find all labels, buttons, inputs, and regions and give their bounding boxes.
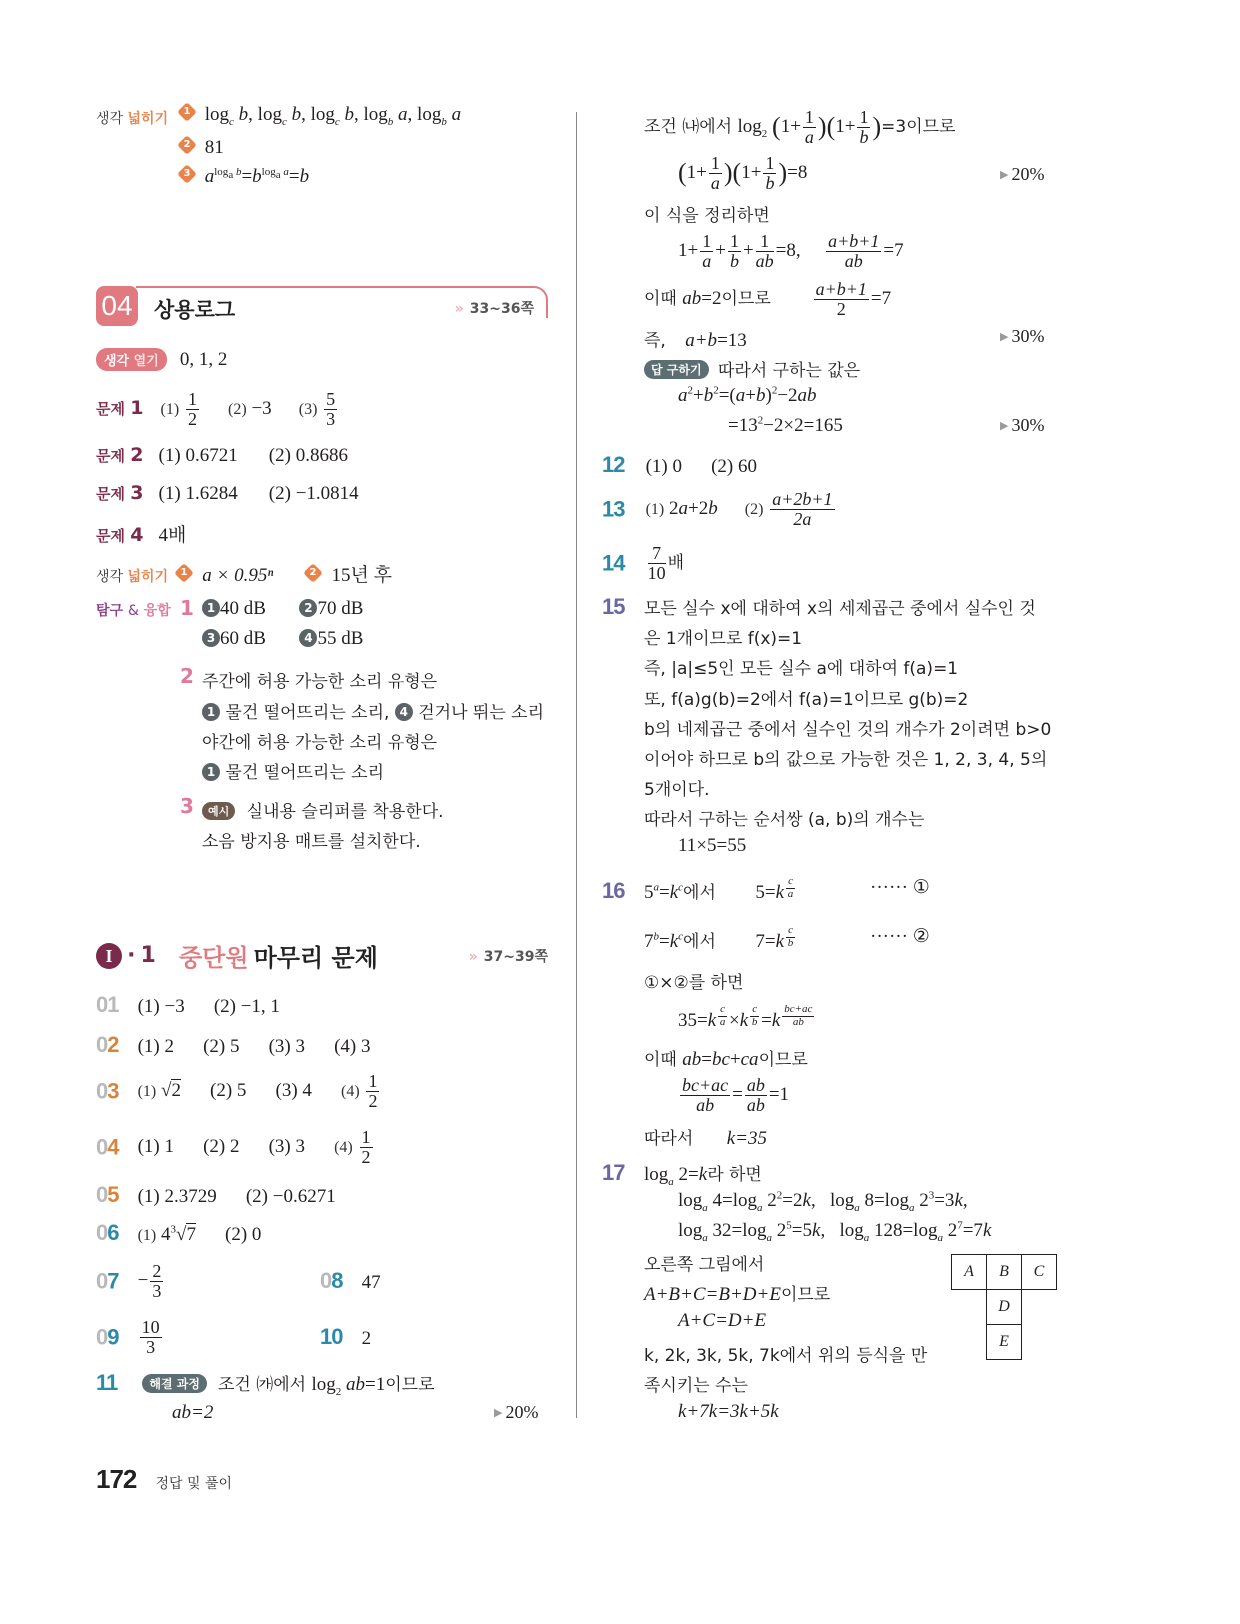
- think-expand-item-2: 2 81: [176, 137, 224, 159]
- explore-q2-line2: 1 물건 떨어뜨리는 소리, 4 걷거나 뛰는 소리: [202, 698, 544, 723]
- q15-line9: 11×5=55: [678, 835, 747, 856]
- roman-badge: I: [96, 943, 122, 969]
- number-1-icon: 1: [202, 763, 220, 781]
- explore-q3-line2: 소음 방지용 매트를 설치한다.: [202, 832, 421, 852]
- column-divider: [576, 112, 577, 1418]
- score-30pct-1: ▶ 30%: [1000, 326, 1044, 347]
- answer-04: 04 (1) 1 (2) 2 (3) 3 (4) $\frac{1}{2}$: [96, 1127, 371, 1167]
- answer-10: 10 2: [320, 1324, 372, 1349]
- problem-4: 문제 4 4배: [96, 524, 187, 546]
- problem-3: 문제 3 (1) 1.6284 (2) −1.0814: [96, 482, 359, 504]
- explore-q2-line4: 1 물건 떨어뜨리는 소리: [202, 758, 384, 783]
- answer-14: 14 $\frac{7}{10}$ 배: [602, 543, 685, 583]
- q16-eq2: $7^b=k^c$에서 7=k $^{\frac{c}{b}}$: [644, 924, 794, 952]
- q17-line6: A+C=D+E: [678, 1310, 767, 1331]
- problem-2: 문제 2 (1) 0.6721 (2) 0.8686: [96, 444, 348, 466]
- page-range: » 33~36쪽: [454, 301, 534, 317]
- review-header: I · 1 중단원 마무리 문제 » 37~39쪽: [96, 938, 548, 978]
- q11-cont-line3: 이 식을 정리하면: [644, 206, 770, 226]
- answer-08: 08 47: [320, 1268, 381, 1293]
- explore-q2-line3: 야간에 허용 가능한 소리 유형은: [202, 733, 438, 753]
- answer-09: 09 $\frac{10}{3}$: [96, 1317, 160, 1357]
- explore-q1-num: 1: [180, 596, 194, 620]
- answer-16-num: 16: [602, 878, 625, 903]
- q16-line6: $\frac{bc+ac}{ab}$ = $\frac{ab}{ab}$ =1: [682, 1075, 790, 1115]
- answer-11: 11 해결 과정 조건 ㈎에서 $\log_2 ab=1$이므로: [96, 1370, 435, 1398]
- number-1-icon: 1: [202, 599, 220, 617]
- explore-q3-line1: 예시 실내용 슬리퍼를 착용한다.: [202, 797, 444, 822]
- q11-cont-line2: (1+ $\frac{1}{a}$ )(1+ $\frac{1}{b}$ )=8: [678, 153, 808, 193]
- footer-title: 정답 및 풀이: [155, 1476, 233, 1492]
- think-expand-item-1: 1 $\log_c b$, $\log_c b$, $\log_c b$, $\log_b a$, $\log_b a$: [176, 104, 461, 126]
- number-1-icon: 1: [177, 102, 197, 122]
- q11-cont-line8: $a^2+b^2=(a+b)^2-2ab$: [678, 384, 817, 406]
- number-1-icon: 1: [174, 563, 194, 583]
- answer-11-line2: ab=2: [172, 1402, 214, 1423]
- answer-05: 05 (1) 2.3729 (2) −0.6271: [96, 1182, 336, 1207]
- number-3-icon: 3: [202, 629, 220, 647]
- q15-line6: 이어야 하므로 b의 값으로 가능한 것은 1, 2, 3, 4, 5의: [644, 750, 1048, 770]
- chevron-right-icon: »: [454, 301, 464, 317]
- page-footer: [96, 1464, 232, 1495]
- section-title: 상용로그: [154, 298, 236, 322]
- answer-03: 03 (1) √2 (2) 5 (3) 4 (4) $\frac{1}{2}$: [96, 1071, 378, 1111]
- q17-line1: $\log_a 2=k$라 하면: [644, 1164, 762, 1188]
- q16-line5: 이때 ab=bc+ca이므로: [644, 1049, 808, 1070]
- think-open-badge: 생각 열기: [96, 348, 167, 371]
- think-expand-label-top: 생각 넓히기: [96, 111, 169, 127]
- q17-line3: $\log_a 32=\log_a$ $2^5=5k$, $\log_a 128=\log_a$ $2^7=7k$: [678, 1219, 992, 1244]
- number-4-icon: 4: [395, 703, 413, 721]
- page-number: 172: [96, 1464, 137, 1494]
- number-2-icon: 2: [177, 135, 197, 155]
- number-4-icon: 4: [299, 629, 317, 647]
- q17-line5: A+B+C=B+D+E이므로: [644, 1284, 831, 1305]
- answer-13: 13 (1) 2a+2b (2) $\frac{a+2b+1}{2a}$: [602, 489, 833, 529]
- section-04-header: [96, 286, 548, 330]
- section-number-badge: 04: [96, 286, 138, 326]
- answer-02: 02 (1) 2 (2) 5 (3) 3 (4) 3: [96, 1032, 371, 1057]
- explore-label: 탐구 & 융합: [96, 603, 171, 619]
- q16-line7: 따라서 k=35: [644, 1128, 767, 1149]
- explore-q1-row1: 1 40 dB 2 70 dB: [202, 598, 363, 620]
- explore-q2-num: 2: [180, 664, 194, 688]
- chevron-right-icon: »: [468, 949, 478, 965]
- number-1-icon: 1: [202, 703, 220, 721]
- q15-line7: 5개이다.: [644, 780, 710, 800]
- explore-q1-row2: 3 60 dB 4 55 dB: [202, 628, 363, 650]
- answer-12: 12 (1) 0 (2) 60: [602, 452, 757, 477]
- answer-07: 07 − $\frac{2}{3}$: [96, 1261, 162, 1301]
- q11-cont-line4: 1+ $\frac{1}{a}$ + $\frac{1}{b}$ + $\frac{1}{ab}$ =8, $\frac{a+b+1}{ab}$ =7: [678, 231, 904, 271]
- score-20pct: ▶ 20%: [494, 1402, 538, 1423]
- q17-line7: k, 2k, 3k, 5k, 7k에서 위의 등식을 만: [644, 1346, 928, 1366]
- number-3-icon: 3: [177, 164, 197, 184]
- explore-q3-num: 3: [180, 794, 194, 818]
- score-30pct-2: ▶ 30%: [1000, 415, 1044, 436]
- answer-06: 06 (1) $4^3√7$ (2) 0: [96, 1220, 262, 1245]
- q15-line3: 즉, |a|≤5인 모든 실수 a에 대하여 f(a)=1: [644, 659, 959, 679]
- q16-eq1-tag: ······ ①: [870, 877, 930, 898]
- q15-line5: b의 네제곱근 중에서 실수인 것의 개수가 2이려면 b>0: [644, 720, 1052, 740]
- score-20pct-2: ▶ 20%: [1000, 164, 1044, 185]
- number-2-icon: 2: [299, 599, 317, 617]
- think-expand-04: 생각 넓히기 1 a × 0.95ⁿ 2 15년 후: [96, 565, 392, 586]
- q16-line4: 35=k $^{\frac{c}{a}}$ ×k $^{\frac{c}{b}}$ =k $^{\frac{bc+ac}{ab}}$: [678, 1003, 813, 1031]
- q16-eq2-tag: ······ ②: [870, 926, 930, 947]
- q17-line8: 족시키는 수는: [644, 1376, 748, 1396]
- q16-line3: ①×②를 하면: [644, 973, 744, 993]
- problem-1: 문제 1 (1) $\frac{1}{2}$ (2) −3 (3) $\frac{5}{3}$: [96, 389, 336, 429]
- q11-cont-line7: 답 구하기 따라서 구하는 값은: [644, 356, 860, 381]
- think-expand-item-3: 3 $a^{log_a b}=b^{log_a a}=b$: [176, 166, 309, 188]
- q17-line9: k+7k=3k+5k: [678, 1401, 779, 1422]
- q15-line8: 따라서 구하는 순서쌍 (a, b)의 개수는: [644, 810, 925, 830]
- q11-cont-line9: $=13^2-2\times 2=165$: [728, 414, 843, 436]
- example-badge: 예시: [202, 802, 235, 820]
- answer-01: 01 (1) −3 (2) −1, 1: [96, 992, 280, 1017]
- q11-cont-line1: 조건 ㈏에서 $\log_2 (1+$ $\frac{1}{a}$ )(1+ $\frac{1}{b}$ )=3이므로: [644, 107, 956, 147]
- q11-cont-line5: 이때 ab=2이므로 $\frac{a+b+1}{2}$ =7: [644, 279, 892, 319]
- abcde-grid-figure: A B C D E: [951, 1254, 1057, 1358]
- q15-line1: 모든 실수 x에 대하여 x의 세제곱근 중에서 실수인 것: [644, 599, 1036, 619]
- find-answer-badge: 답 구하기: [644, 360, 709, 379]
- q15-line2: 은 1개이므로 f(x)=1: [644, 629, 803, 649]
- q17-line2: $\log_a 4=\log_a$ $2^2=2k$, $\log_a 8=\log_a$ $2^3=3k$,: [678, 1189, 968, 1214]
- answer-15-num: 15: [602, 594, 625, 619]
- answer-17-num: 17: [602, 1160, 625, 1185]
- q15-line4: 또, f(a)g(b)=2에서 f(a)=1이므로 g(b)=2: [644, 690, 969, 710]
- q17-line4: 오른쪽 그림에서: [644, 1255, 765, 1275]
- think-open: 생각 열기 0, 1, 2: [96, 348, 227, 371]
- q16-eq1: $5^a=k^c$에서 5=k $^{\frac{c}{a}}$: [644, 875, 794, 903]
- solution-process-badge: 해결 과정: [142, 1374, 207, 1393]
- number-2-icon: 2: [304, 563, 324, 583]
- q11-cont-line6: 즉, a+b=13: [644, 330, 747, 351]
- explore-q2-line1: 주간에 허용 가능한 소리 유형은: [202, 672, 438, 692]
